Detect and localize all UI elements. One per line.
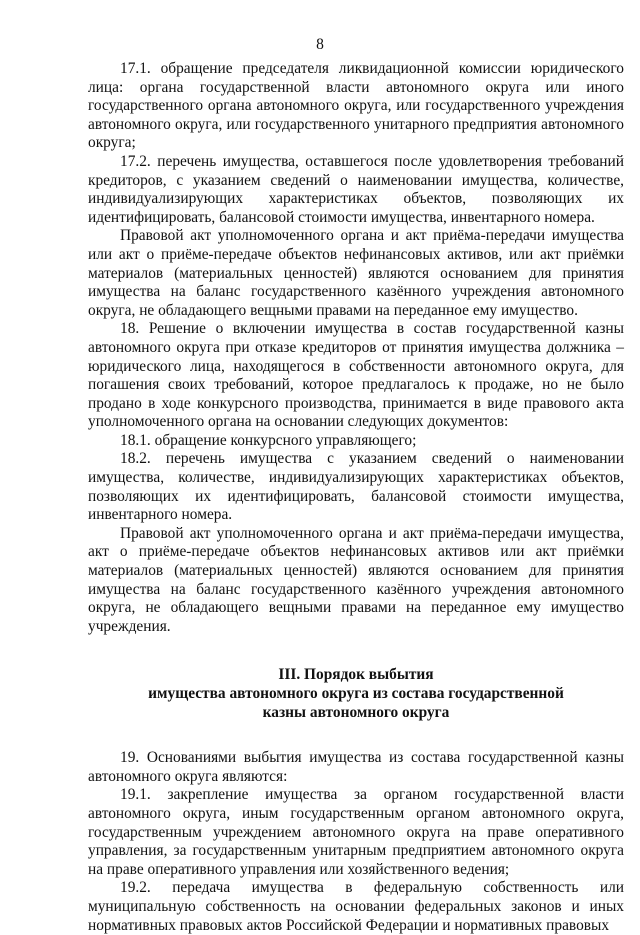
document-body (88, 60, 624, 935)
section-heading-line-2: имущества автономного округа из состава государственной (148, 685, 564, 702)
paragraph-19-1: 19.1. закрепление имущества за органом государственной власти автономного округа, иным государственным органом автономного округа, государственным учреждением автономного округа на праве оперативного управления, за государственным унитарным предприятием автономного округа на праве оперативного управления или хозяйственного ведения; (88, 786, 624, 878)
paragraph-legal-act-2: Правовой акт уполномоченного органа и акт приёма-передачи имущества, акт о приёме-передаче объектов нефинансовых активов или акт приёмки материалов (материальных ценностей) являются основанием для принятия имущества на баланс государственного казённого учреждения автономного округа, не обладающего вещными правами на переданное ему имущество учреждения. (88, 524, 624, 635)
paragraph-18: 18. Решение о включении имущества в состав государственной казны автономного округа при отказе кредиторов от принятия имущества должника – юридического лица, находящегося в собственности автономного округа, для погашения своих требований, которое предлагалось к продаже, но не было продано в ходе конкурсного производства, принимается в виде правового акта уполномоченного органа на основании следующих документов: (88, 320, 624, 431)
section-heading-line-3: казны автономного округа (262, 703, 450, 721)
paragraph-17-2: 17.2. перечень имущества, оставшегося после удовлетворения требований кредиторов, с указанием сведений о наименовании имущества, количестве, индивидуализирующих характеристиках объектов, позволяющих их идентифицировать, балансовой стоимости имущества, инвентарного номера. (88, 152, 624, 226)
paragraph-19-2: 19.2. передача имущества в федеральную собственность или муниципальную собственность на основании федеральных законов и иных нормативных правовых актов Российской Федерации и нормативных правовых (88, 879, 624, 934)
paragraph-18-2: 18.2. перечень имущества с указанием сведений о наименовании имущества, количестве, индивидуализирующих характеристиках объектов, позволяющих их идентифицировать, балансовой стоимости имущества, инвентарного номера. (88, 450, 624, 524)
section-heading-line-1: III. Порядок выбытия (278, 666, 434, 684)
page-number: 8 (316, 36, 324, 53)
paragraph-legal-act-1: Правовой акт уполномоченного органа и акт приёма-передачи имущества или акт о приёме-передаче объектов нефинансовых активов, или акт приёмки материалов (материальных ценностей) являются основанием для принятия имущества на баланс государственного казённого учреждения автономного округа, не обладающего вещными правами на переданное ему имущество. (88, 227, 624, 319)
paragraph-18-1: 18.1. обращение конкурсного управляющего; (120, 431, 417, 449)
paragraph-17-1: 17.1. обращение председателя ликвидационной комиссии юридического лица: органа государственной власти автономного округа или иного государственного органа автономного округа, или государственного учреждения автономного округа, или государственного унитарного предприятия автономного округа; (88, 60, 624, 152)
paragraph-19: 19. Основаниями выбытия имущества из состава государственной казны автономного округа являются: (88, 749, 624, 785)
section-heading (88, 666, 624, 722)
